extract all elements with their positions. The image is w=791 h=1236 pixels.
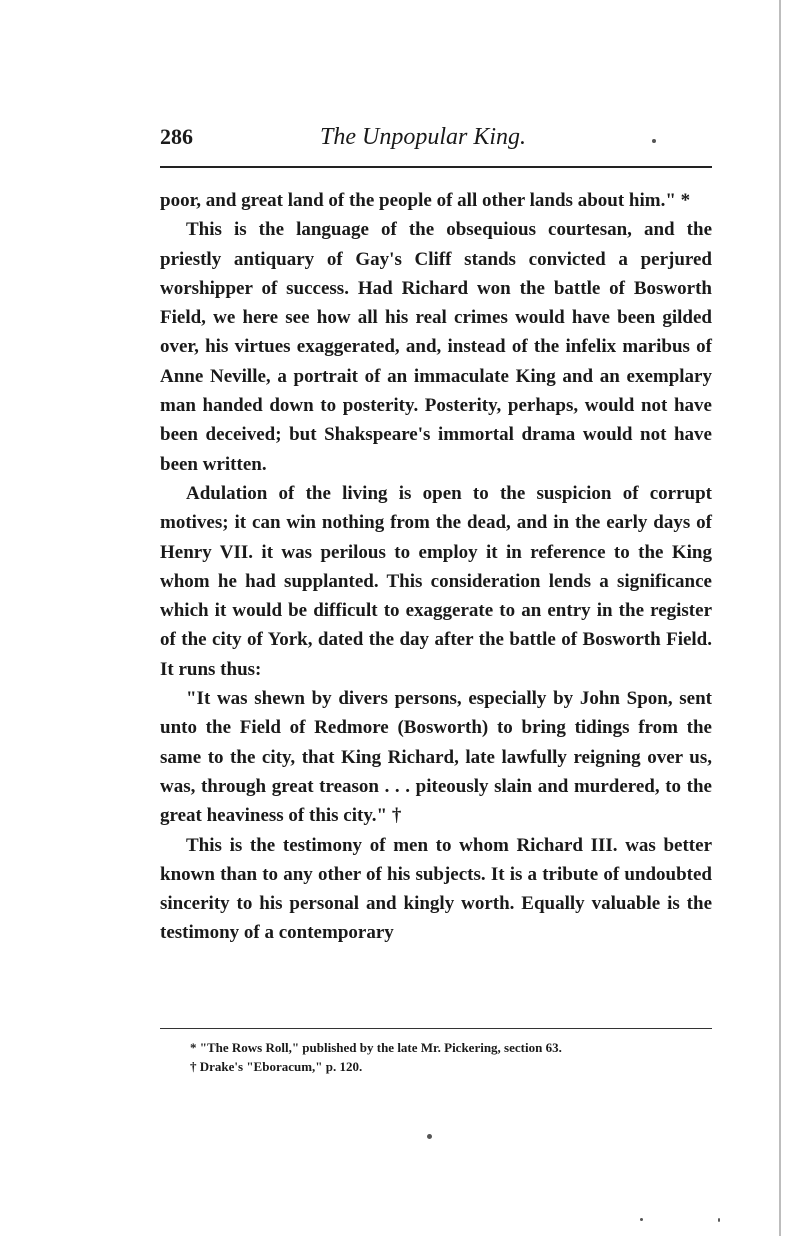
body-text xyxy=(160,186,712,948)
footnote-rule xyxy=(160,1028,712,1029)
page-number: 286 xyxy=(160,124,193,149)
paragraph-continued: poor, and great land of the people of all other lands about him." * xyxy=(160,190,691,211)
running-title: The Unpopular King. xyxy=(320,124,527,150)
footnote: † Drake's "Eboracum," p. 120. xyxy=(190,1059,363,1074)
page-edge-line xyxy=(779,0,781,1236)
running-header xyxy=(160,124,712,160)
footnotes xyxy=(190,1038,710,1076)
header-rule xyxy=(160,166,712,168)
paragraph: Adulation of the living is open to the suspicion of corrupt motives; it can win nothing from the dead, and in the early days of Henry VII. it was perilous to employ it in reference to the King whom he had supplanted. This consideration lends a significance which it would be difficult to exaggerate to an entry in the register of the city of York, dated the day after the battle of Bosworth Field. It runs thus: xyxy=(160,482,712,680)
footnote: * "The Rows Roll," published by the late Mr. Pickering, section 63. xyxy=(190,1040,562,1055)
paragraph: This is the language of the obsequious courtesan, and the priestly antiquary of Gay's Cliff stands convicted a perjured worshipper of success. Had Richard won the battle of Bosworth Field, we here see how all his real crimes would have been gilded over, his virtues exaggerated, and, instead of the infelix maribus of Anne Neville, a portrait of an immaculate King and an exemplary man handed down to posterity. Posterity, perhaps, would not have been deceived; but Shakspeare's immortal drama would not have been written. xyxy=(160,219,712,475)
paragraph: This is the testimony of men to whom Richard III. was better known than to any other of his subjects. It is a tribute of undoubted sincerity to his personal and kingly worth. Equally valuable is the testimony of a contemporary xyxy=(160,834,712,944)
quoted-paragraph: "It was shewn by divers persons, especially by John Spon, sent unto the Field of Redmore (Bosworth) to bring tidings from the same to the city, that King Richard, late lawfully reigning over us, was, through great treason . . . piteously slain and murdered, to the great heaviness of this city." † xyxy=(160,688,712,827)
